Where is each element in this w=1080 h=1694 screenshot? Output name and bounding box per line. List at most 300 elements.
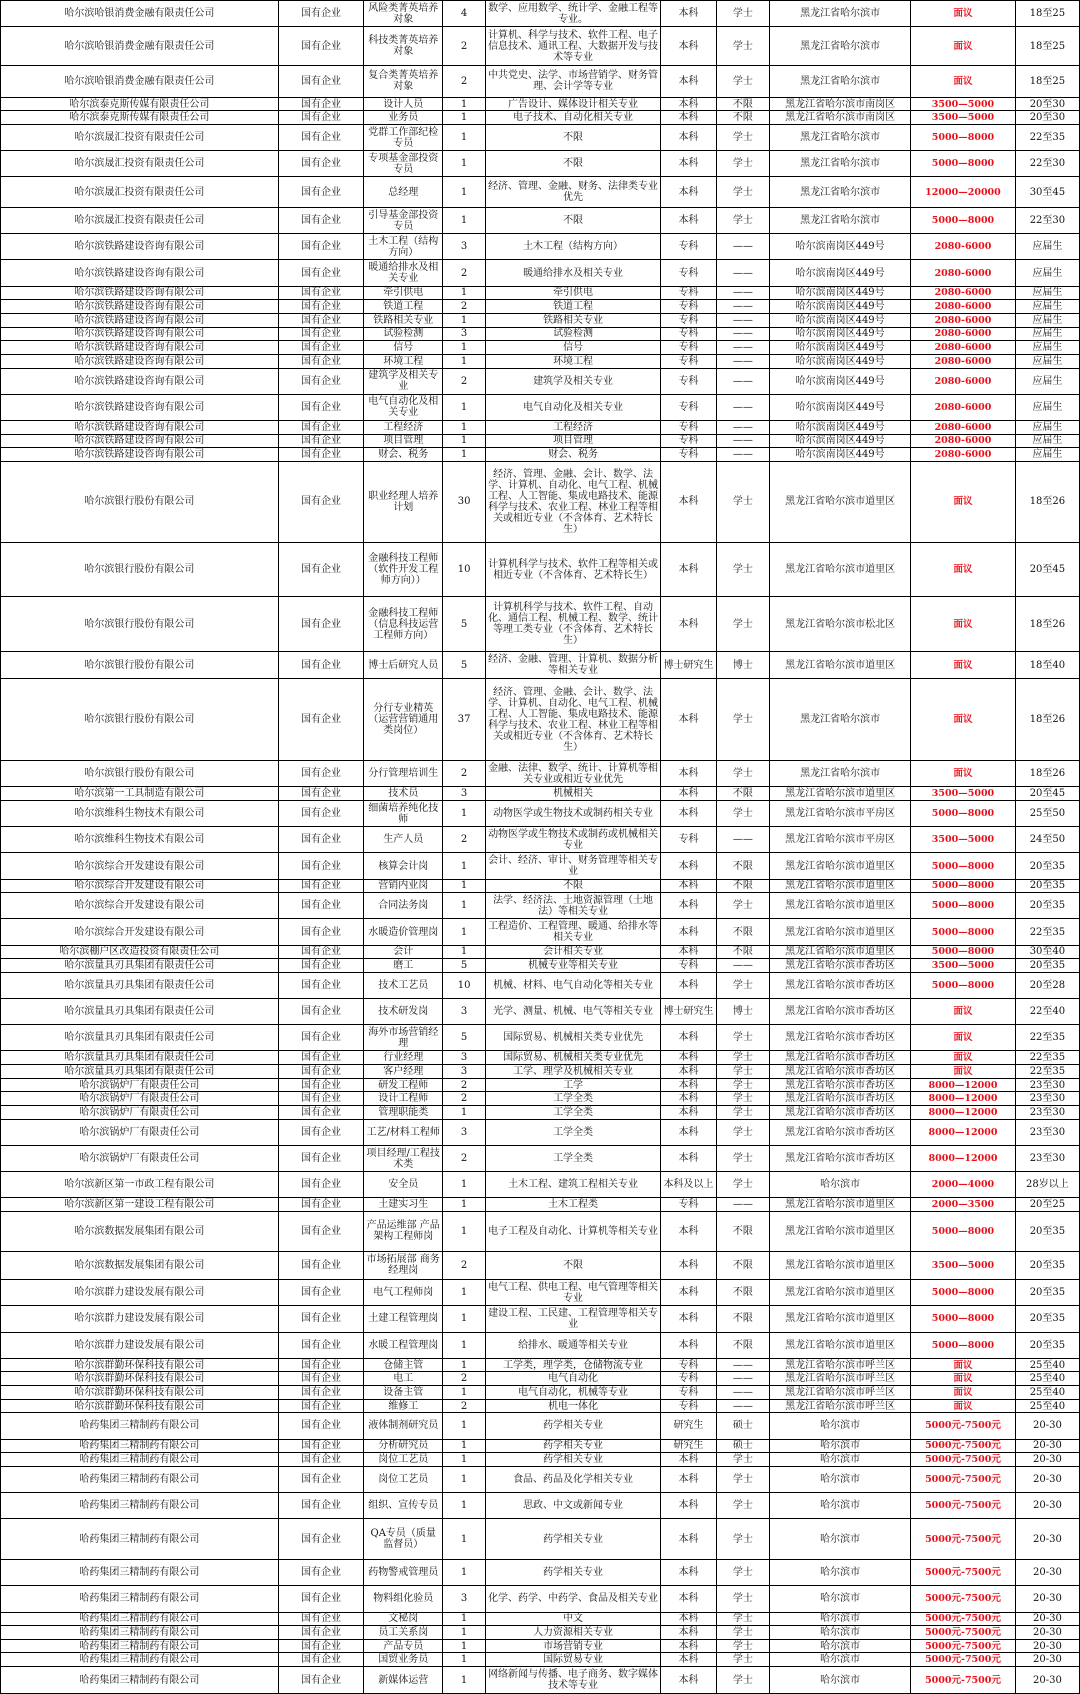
cell-salary: 2000—4000 — [911, 1172, 1016, 1198]
cell-headcount: 1 — [443, 1493, 486, 1519]
cell-education: 博士研究生 — [661, 652, 717, 679]
cell-position: 信号 — [364, 341, 443, 355]
cell-salary: 面议 — [911, 1399, 1016, 1413]
cell-education: 本科 — [661, 1025, 717, 1051]
cell-age: 22至40 — [1015, 999, 1079, 1025]
cell-major: 土木工程类 — [485, 1198, 660, 1212]
cell-ownership: 国有企业 — [278, 27, 363, 66]
cell-location: 黑龙江省哈尔滨市香坊区 — [770, 1078, 911, 1092]
cell-education: 本科 — [661, 1332, 717, 1358]
cell-headcount: 1 — [443, 448, 486, 462]
cell-education: 专科 — [661, 1198, 717, 1212]
cell-headcount: 3 — [443, 234, 486, 260]
cell-degree: 学士 — [716, 151, 769, 177]
cell-age: 25至40 — [1015, 1372, 1079, 1386]
cell-major: 工学全类 — [485, 1106, 660, 1120]
cell-company: 哈药集团三精制药有限公司 — [1, 1667, 279, 1694]
cell-salary: 3500—5000 — [911, 111, 1016, 125]
table-row — [1, 1453, 1080, 1467]
table-row — [1, 1106, 1080, 1120]
cell-salary: 5000元-7500元 — [911, 1493, 1016, 1519]
cell-position: 细菌培养纯化技师 — [364, 801, 443, 827]
cell-location: 黑龙江省哈尔滨市松北区 — [770, 597, 911, 652]
cell-ownership: 国有企业 — [278, 394, 363, 420]
cell-salary: 5000—8000 — [911, 972, 1016, 998]
cell-location: 黑龙江省哈尔滨市呼兰区 — [770, 1358, 911, 1372]
cell-location: 哈尔滨南岗区449号 — [770, 286, 911, 300]
cell-education: 专科 — [661, 420, 717, 434]
cell-age: 22至30 — [1015, 151, 1079, 177]
cell-ownership: 国有企业 — [278, 801, 363, 827]
cell-headcount: 1 — [443, 1560, 486, 1586]
cell-position: 营销内业岗 — [364, 879, 443, 893]
cell-position: 分析研究员 — [364, 1439, 443, 1453]
cell-education: 本科 — [661, 208, 717, 234]
cell-education: 本科 — [661, 1612, 717, 1626]
cell-age: 23至30 — [1015, 1145, 1079, 1171]
cell-age: 20-30 — [1015, 1639, 1079, 1653]
cell-headcount: 1 — [443, 1198, 486, 1212]
table-row — [1, 260, 1080, 286]
cell-education: 本科 — [661, 1639, 717, 1653]
cell-ownership: 国有企业 — [278, 1065, 363, 1079]
cell-education: 专科 — [661, 260, 717, 286]
cell-degree: 不限 — [716, 787, 769, 801]
cell-position: 项目管理 — [364, 434, 443, 448]
cell-major: 暖通给排水及相关专业 — [485, 260, 660, 286]
table-row — [1, 461, 1080, 542]
cell-ownership: 国有企业 — [278, 761, 363, 787]
cell-location: 哈尔滨南岗区449号 — [770, 260, 911, 286]
cell-salary: 5000—8000 — [911, 801, 1016, 827]
cell-degree: —— — [716, 368, 769, 394]
cell-company: 哈尔滨铁路建设咨询有限公司 — [1, 260, 279, 286]
table-row — [1, 97, 1080, 111]
cell-company: 哈药集团三精制药有限公司 — [1, 1612, 279, 1626]
cell-headcount: 1 — [443, 420, 486, 434]
cell-company: 哈尔滨晟汇投资有限责任公司 — [1, 125, 279, 151]
cell-company: 哈尔滨银行股份有限公司 — [1, 679, 279, 761]
cell-salary: 5000—8000 — [911, 208, 1016, 234]
cell-degree: 学士 — [716, 1519, 769, 1560]
cell-position: 文秘岗 — [364, 1612, 443, 1626]
cell-major: 建筑学及相关专业 — [485, 368, 660, 394]
cell-salary: 8000—12000 — [911, 1092, 1016, 1106]
cell-headcount: 1 — [443, 893, 486, 919]
cell-ownership: 国有企业 — [278, 1413, 363, 1439]
cell-degree: 学士 — [716, 1466, 769, 1492]
cell-age: 应届生 — [1015, 420, 1079, 434]
cell-major: 工学、理学及机械相关专业 — [485, 1065, 660, 1079]
cell-salary: 5000—8000 — [911, 1332, 1016, 1358]
cell-age: 应届生 — [1015, 394, 1079, 420]
cell-location: 黑龙江省哈尔滨市道里区 — [770, 945, 911, 959]
cell-salary: 8000—12000 — [911, 1078, 1016, 1092]
cell-salary: 2080-6000 — [911, 354, 1016, 368]
cell-major: 计算机科学与技术、软件工程等相关或相近专业（不含体育、艺术特长生） — [485, 542, 660, 597]
cell-major: 经济、管理、金融、会计、数学、法学、计算机、自动化、电气工程、机械工程、人工智能、集成电路技术、能源科学与技术、农业工程、林业工程等相关或相近专业（不含体育、艺术特长生） — [485, 461, 660, 542]
cell-location: 黑龙江省哈尔滨市道里区 — [770, 652, 911, 679]
cell-age: 20-30 — [1015, 1493, 1079, 1519]
cell-company: 哈药集团三精制药有限公司 — [1, 1466, 279, 1492]
cell-degree: 学士 — [716, 1078, 769, 1092]
cell-company: 哈尔滨新区第一市政工程有限公司 — [1, 1172, 279, 1198]
cell-location: 哈尔滨市 — [770, 1653, 911, 1667]
table-row — [1, 879, 1080, 893]
cell-degree: —— — [716, 313, 769, 327]
cell-headcount: 1 — [443, 801, 486, 827]
cell-location: 哈尔滨市 — [770, 1453, 911, 1467]
table-row — [1, 234, 1080, 260]
cell-ownership: 国有企业 — [278, 853, 363, 879]
cell-salary: 2080-6000 — [911, 394, 1016, 420]
cell-position: 设计工程师 — [364, 1092, 443, 1106]
table-row — [1, 1653, 1080, 1667]
cell-salary: 面议 — [911, 542, 1016, 597]
cell-company: 哈尔滨量具刃具集团有限责任公司 — [1, 1025, 279, 1051]
cell-headcount: 2 — [443, 1092, 486, 1106]
cell-salary: 5000元-7500元 — [911, 1586, 1016, 1612]
cell-salary: 面议 — [911, 1025, 1016, 1051]
cell-major: 经济、管理、金融、财务、法律类专业优先 — [485, 177, 660, 208]
cell-age: 20至35 — [1015, 1306, 1079, 1332]
cell-age: 18至40 — [1015, 652, 1079, 679]
cell-major: 药学相关专业 — [485, 1413, 660, 1439]
cell-education: 本科 — [661, 893, 717, 919]
cell-education: 本科 — [661, 1078, 717, 1092]
cell-company: 哈药集团三精制药有限公司 — [1, 1453, 279, 1467]
cell-education: 研究生 — [661, 1439, 717, 1453]
cell-major: 工学类，理学类，仓储物流专业 — [485, 1358, 660, 1372]
cell-degree: —— — [716, 1399, 769, 1413]
cell-degree: 不限 — [716, 1306, 769, 1332]
cell-degree: 学士 — [716, 1025, 769, 1051]
table-row — [1, 313, 1080, 327]
table-row — [1, 27, 1080, 66]
cell-degree: —— — [716, 827, 769, 853]
cell-degree: 学士 — [716, 972, 769, 998]
cell-ownership: 国有企业 — [278, 1626, 363, 1640]
cell-company: 哈药集团三精制药有限公司 — [1, 1413, 279, 1439]
cell-headcount: 1 — [443, 1332, 486, 1358]
cell-ownership: 国有企业 — [278, 972, 363, 998]
cell-headcount: 3 — [443, 327, 486, 341]
cell-location: 黑龙江省哈尔滨市 — [770, 208, 911, 234]
cell-ownership: 国有企业 — [278, 1251, 363, 1279]
cell-ownership: 国有企业 — [278, 893, 363, 919]
table-row — [1, 1092, 1080, 1106]
cell-ownership: 国有企业 — [278, 1493, 363, 1519]
cell-company: 哈尔滨哈银消费金融有限责任公司 — [1, 27, 279, 66]
cell-age: 应届生 — [1015, 341, 1079, 355]
cell-headcount: 1 — [443, 1172, 486, 1198]
cell-headcount: 2 — [443, 1372, 486, 1386]
cell-position: 金融科技工程师（软件开发工程师方向）） — [364, 542, 443, 597]
cell-headcount: 3 — [443, 999, 486, 1025]
cell-ownership: 国有企业 — [278, 1198, 363, 1212]
cell-education: 研究生 — [661, 1413, 717, 1439]
cell-salary: 3500—5000 — [911, 97, 1016, 111]
table-row — [1, 354, 1080, 368]
cell-education: 专科 — [661, 354, 717, 368]
cell-ownership: 国有企业 — [278, 111, 363, 125]
cell-salary: 5000元-7500元 — [911, 1560, 1016, 1586]
cell-degree: 学士 — [716, 461, 769, 542]
cell-ownership: 国有企业 — [278, 300, 363, 314]
table-row — [1, 827, 1080, 853]
table-row — [1, 111, 1080, 125]
cell-major: 工程造价、工程管理、暖通、给排水等相关专业 — [485, 919, 660, 945]
cell-location: 哈尔滨南岗区449号 — [770, 327, 911, 341]
cell-salary: 2080-6000 — [911, 234, 1016, 260]
cell-location: 黑龙江省哈尔滨市道里区 — [770, 879, 911, 893]
cell-headcount: 1 — [443, 1386, 486, 1400]
table-row — [1, 652, 1080, 679]
cell-headcount: 1 — [443, 1280, 486, 1306]
cell-salary: 5000元-7500元 — [911, 1439, 1016, 1453]
table-row — [1, 959, 1080, 973]
cell-education: 本科 — [661, 761, 717, 787]
cell-ownership: 国有企业 — [278, 959, 363, 973]
cell-company: 哈尔滨哈银消费金融有限责任公司 — [1, 65, 279, 97]
cell-salary: 5000元-7500元 — [911, 1453, 1016, 1467]
cell-salary: 5000—8000 — [911, 151, 1016, 177]
table-row — [1, 1626, 1080, 1640]
cell-major: 牵引供电 — [485, 286, 660, 300]
cell-salary: 5000—8000 — [911, 1280, 1016, 1306]
cell-ownership: 国有企业 — [278, 1358, 363, 1372]
cell-company: 哈尔滨锅炉厂有限责任公司 — [1, 1078, 279, 1092]
cell-education: 专科 — [661, 286, 717, 300]
cell-major: 经济、管理、金融、会计、数学、法学、计算机、自动化、电气工程、机械工程、人工智能、集成电路技术、能源科学与技术、农业工程、林业工程等相关或相近专业（不含体育、艺术特长生） — [485, 679, 660, 761]
cell-age: 30至40 — [1015, 945, 1079, 959]
cell-headcount: 2 — [443, 1399, 486, 1413]
cell-headcount: 1 — [443, 208, 486, 234]
cell-salary: 5000—8000 — [911, 893, 1016, 919]
cell-salary: 3500—5000 — [911, 1251, 1016, 1279]
cell-position: 业务员 — [364, 111, 443, 125]
cell-major: 药学相关专业 — [485, 1519, 660, 1560]
cell-position: 生产人员 — [364, 827, 443, 853]
cell-headcount: 37 — [443, 679, 486, 761]
cell-ownership: 国有企业 — [278, 1051, 363, 1065]
cell-position: 市场拓展部 商务经理岗 — [364, 1251, 443, 1279]
cell-headcount: 1 — [443, 853, 486, 879]
cell-company: 哈尔滨第一工具制造有限公司 — [1, 787, 279, 801]
cell-degree: —— — [716, 434, 769, 448]
cell-ownership: 国有企业 — [278, 787, 363, 801]
cell-company: 哈尔滨银行股份有限公司 — [1, 761, 279, 787]
cell-headcount: 2 — [443, 1251, 486, 1279]
cell-education: 本科 — [661, 1306, 717, 1332]
cell-education: 本科 — [661, 151, 717, 177]
cell-age: 应届生 — [1015, 286, 1079, 300]
cell-headcount: 1 — [443, 1466, 486, 1492]
cell-degree: 学士 — [716, 1092, 769, 1106]
cell-major: 计算机、科学与技术、软件工程、电子信息技术、通讯工程、大数据开发与技术等专业 — [485, 27, 660, 66]
cell-headcount: 2 — [443, 368, 486, 394]
cell-salary: 2080-6000 — [911, 286, 1016, 300]
cell-ownership: 国有企业 — [278, 461, 363, 542]
cell-degree: —— — [716, 420, 769, 434]
cell-education: 专科 — [661, 368, 717, 394]
cell-age: 20-30 — [1015, 1667, 1079, 1694]
cell-headcount: 1 — [443, 1358, 486, 1372]
cell-position: 水暖工程管理岗 — [364, 1332, 443, 1358]
cell-major: 金融、法律、数学、统计、计算机等相关专业或相近专业优先 — [485, 761, 660, 787]
cell-company: 哈药集团三精制药有限公司 — [1, 1560, 279, 1586]
cell-company: 哈尔滨维科生物技术有限公司 — [1, 827, 279, 853]
cell-company: 哈尔滨锅炉厂有限责任公司 — [1, 1119, 279, 1145]
cell-location: 黑龙江省哈尔滨市道里区 — [770, 1198, 911, 1212]
cell-degree: 不限 — [716, 1251, 769, 1279]
cell-age: 25至40 — [1015, 1358, 1079, 1372]
cell-company: 哈尔滨银行股份有限公司 — [1, 542, 279, 597]
cell-major: 动物医学或生物技术或制药或机械相关专业 — [485, 827, 660, 853]
table-row — [1, 1025, 1080, 1051]
table-row — [1, 151, 1080, 177]
cell-degree: 硕士 — [716, 1439, 769, 1453]
cell-location: 黑龙江省哈尔滨市 — [770, 1, 911, 27]
cell-major: 给排水、暖通等相关专业 — [485, 1332, 660, 1358]
cell-major: 信号 — [485, 341, 660, 355]
cell-major: 动物医学或生物技术或制药相关专业 — [485, 801, 660, 827]
cell-age: 18至25 — [1015, 27, 1079, 66]
cell-degree: 学士 — [716, 65, 769, 97]
cell-company: 哈尔滨铁路建设咨询有限公司 — [1, 286, 279, 300]
cell-salary: 5000元-7500元 — [911, 1667, 1016, 1694]
cell-degree: —— — [716, 341, 769, 355]
cell-age: 应届生 — [1015, 234, 1079, 260]
cell-education: 专科 — [661, 1358, 717, 1372]
cell-ownership: 国有企业 — [278, 999, 363, 1025]
cell-salary: 面议 — [911, 1358, 1016, 1372]
cell-ownership: 国有企业 — [278, 151, 363, 177]
cell-major: 电子技术、自动化相关专业 — [485, 111, 660, 125]
cell-age: 22至35 — [1015, 1065, 1079, 1079]
cell-position: 新媒体运营 — [364, 1667, 443, 1694]
cell-degree: 不限 — [716, 1211, 769, 1251]
cell-position: 技术工艺员 — [364, 972, 443, 998]
cell-age: 20-30 — [1015, 1439, 1079, 1453]
cell-location: 黑龙江省哈尔滨市平房区 — [770, 801, 911, 827]
cell-company: 哈尔滨量具刃具集团有限责任公司 — [1, 1051, 279, 1065]
table-row — [1, 327, 1080, 341]
cell-education: 专科 — [661, 234, 717, 260]
cell-degree: 学士 — [716, 1145, 769, 1171]
cell-major: 工学全类 — [485, 1145, 660, 1171]
cell-location: 黑龙江省哈尔滨市道里区 — [770, 1306, 911, 1332]
cell-age: 应届生 — [1015, 327, 1079, 341]
table-row — [1, 597, 1080, 652]
cell-education: 本科 — [661, 1653, 717, 1667]
table-row — [1, 434, 1080, 448]
cell-ownership: 国有企业 — [278, 919, 363, 945]
cell-ownership: 国有企业 — [278, 1025, 363, 1051]
cell-degree: 不限 — [716, 945, 769, 959]
cell-position: 电工 — [364, 1372, 443, 1386]
cell-education: 本科 — [661, 1, 717, 27]
cell-major: 电子工程及自动化、计算机等相关专业 — [485, 1211, 660, 1251]
table-row — [1, 1065, 1080, 1079]
cell-major: 经济、金融、管理、计算机、数据分析等相关专业 — [485, 652, 660, 679]
cell-headcount: 1 — [443, 1439, 486, 1453]
cell-age: 22至35 — [1015, 919, 1079, 945]
cell-ownership: 国有企业 — [278, 879, 363, 893]
cell-age: 18至25 — [1015, 65, 1079, 97]
cell-position: 工艺/材料工程师 — [364, 1119, 443, 1145]
cell-company: 哈尔滨铁路建设咨询有限公司 — [1, 234, 279, 260]
cell-location: 黑龙江省哈尔滨市香坊区 — [770, 1119, 911, 1145]
table-row — [1, 1198, 1080, 1212]
cell-company: 哈尔滨群勤环保科技有限公司 — [1, 1386, 279, 1400]
cell-age: 20至35 — [1015, 893, 1079, 919]
cell-salary: 2080-6000 — [911, 420, 1016, 434]
cell-location: 哈尔滨市 — [770, 1586, 911, 1612]
cell-major: 铁路相关专业 — [485, 313, 660, 327]
table-row — [1, 1399, 1080, 1413]
cell-ownership: 国有企业 — [278, 1145, 363, 1171]
cell-education: 本科 — [661, 1626, 717, 1640]
cell-education: 本科 — [661, 1586, 717, 1612]
cell-location: 哈尔滨市 — [770, 1493, 911, 1519]
cell-age: 28岁以上 — [1015, 1172, 1079, 1198]
cell-company: 哈尔滨晟汇投资有限责任公司 — [1, 151, 279, 177]
table-row — [1, 972, 1080, 998]
cell-location: 哈尔滨市 — [770, 1612, 911, 1626]
cell-degree: 博士 — [716, 999, 769, 1025]
cell-company: 哈尔滨铁路建设咨询有限公司 — [1, 313, 279, 327]
cell-location: 黑龙江省哈尔滨市香坊区 — [770, 1025, 911, 1051]
cell-age: 22至35 — [1015, 1025, 1079, 1051]
cell-position: 岗位工艺员 — [364, 1466, 443, 1492]
cell-age: 20-30 — [1015, 1453, 1079, 1467]
cell-degree: 学士 — [716, 1639, 769, 1653]
cell-education: 本科 — [661, 972, 717, 998]
cell-company: 哈药集团三精制药有限公司 — [1, 1626, 279, 1640]
cell-location: 黑龙江省哈尔滨市道里区 — [770, 1280, 911, 1306]
cell-company: 哈尔滨银行股份有限公司 — [1, 461, 279, 542]
cell-education: 本科 — [661, 1519, 717, 1560]
cell-salary: 5000—8000 — [911, 125, 1016, 151]
cell-ownership: 国有企业 — [278, 1586, 363, 1612]
table-row — [1, 1172, 1080, 1198]
cell-position: 组织、宣传专员 — [364, 1493, 443, 1519]
cell-salary: 2080-6000 — [911, 368, 1016, 394]
cell-salary: 5000—8000 — [911, 1306, 1016, 1332]
cell-ownership: 国有企业 — [278, 1386, 363, 1400]
cell-age: 20至35 — [1015, 1211, 1079, 1251]
cell-position: 专项基金部投资专员 — [364, 151, 443, 177]
table-row — [1, 1211, 1080, 1251]
table-row — [1, 394, 1080, 420]
cell-degree: —— — [716, 286, 769, 300]
cell-education: 本科 — [661, 1211, 717, 1251]
cell-degree: 不限 — [716, 919, 769, 945]
cell-location: 哈尔滨市 — [770, 1413, 911, 1439]
cell-location: 黑龙江省哈尔滨市香坊区 — [770, 1145, 911, 1171]
table-row — [1, 300, 1080, 314]
cell-location: 黑龙江省哈尔滨市 — [770, 761, 911, 787]
table-row — [1, 1493, 1080, 1519]
cell-company: 哈尔滨量具刃具集团有限责任公司 — [1, 959, 279, 973]
cell-age: 25至40 — [1015, 1386, 1079, 1400]
cell-headcount: 2 — [443, 1078, 486, 1092]
cell-company: 哈药集团三精制药有限公司 — [1, 1439, 279, 1453]
cell-degree: 不限 — [716, 97, 769, 111]
cell-age: 18至26 — [1015, 461, 1079, 542]
cell-age: 20-30 — [1015, 1413, 1079, 1439]
